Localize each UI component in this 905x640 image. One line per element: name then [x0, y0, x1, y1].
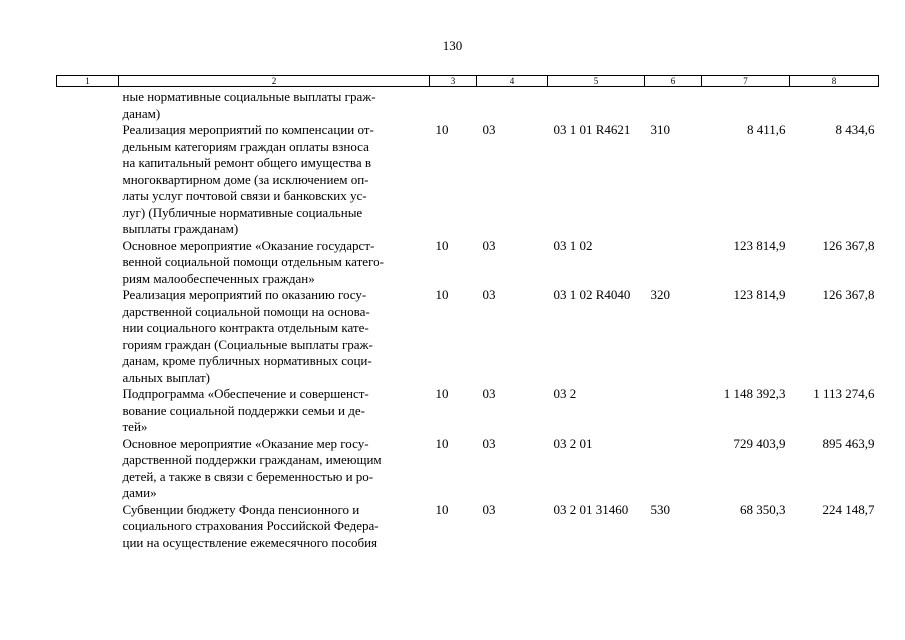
subsection-code-cell: 03 — [482, 237, 496, 253]
item-name-line: альных выплат) — [122, 369, 211, 385]
amount-year1-cell: 123 814,9 — [733, 287, 786, 302]
expense-type-cell — [645, 436, 702, 502]
table-row — [57, 436, 879, 502]
expense-type-cell: 310 — [650, 122, 670, 137]
column-number: 3 — [430, 76, 477, 87]
amount-year1-cell — [702, 87, 790, 123]
target-article-cell: 03 2 — [553, 386, 577, 401]
amount-year2-cell: 1 113 274,6 — [813, 386, 875, 401]
item-name-cell — [119, 287, 430, 386]
item-name-line: социального страхования Российской Федера- — [122, 518, 379, 533]
column-number: 7 — [702, 76, 790, 87]
table-row — [57, 87, 879, 123]
section-code-cell: 10 — [435, 122, 449, 137]
row-index-cell — [57, 238, 119, 288]
column-number: 2 — [119, 76, 430, 87]
item-name-line: луг) (Публичные нормативные социальные — [122, 204, 363, 220]
section-code-cell: 10 — [435, 287, 449, 302]
item-name-line: дарственной социальной помощи на основа- — [122, 303, 370, 319]
row-index-cell — [57, 122, 119, 238]
item-name-line: Субвенции бюджету Фонда пенсионного и — [122, 501, 360, 517]
row-index-cell — [57, 87, 119, 123]
column-number: 8 — [790, 76, 879, 87]
expense-type-cell: 530 — [650, 501, 670, 517]
item-name-line: многоквартирном доме (за исключением оп- — [122, 171, 369, 187]
item-name-line: выплаты гражданам) — [122, 221, 239, 236]
expense-type-cell — [645, 87, 702, 123]
item-name-line: дами» — [122, 485, 157, 500]
item-name-line: венной социальной помощи отдельным катего- — [122, 254, 384, 269]
item-name-cell — [119, 436, 430, 502]
amount-year1-cell: 8 411,6 — [746, 122, 786, 137]
column-number: 5 — [548, 76, 645, 87]
item-name-cell — [119, 87, 430, 123]
expense-type-cell: 320 — [650, 287, 670, 302]
item-name-line: данам) — [122, 105, 161, 121]
column-number-row — [57, 76, 879, 87]
item-name-cell — [119, 386, 430, 436]
item-name-line: Подпрограмма «Обеспечение и совершенст- — [122, 386, 369, 401]
item-name-line: тей» — [122, 419, 148, 434]
subsection-code-cell: 03 — [482, 501, 496, 517]
table-body — [57, 87, 879, 552]
subsection-code-cell: 03 — [482, 435, 496, 451]
amount-year2-cell: 126 367,8 — [822, 237, 875, 253]
table-row — [57, 386, 879, 436]
item-name-line: Основное мероприятие «Оказание мер госу- — [122, 435, 369, 451]
item-name-line: гориям граждан (Социальные выплаты граж- — [122, 336, 373, 352]
target-article-cell: 03 1 01 R4621 — [553, 122, 631, 137]
column-number: 6 — [645, 76, 702, 87]
subsection-code-cell: 03 — [482, 386, 496, 401]
row-index-cell — [57, 502, 119, 552]
budget-table — [56, 75, 879, 551]
amount-year2-cell: 224 148,7 — [822, 501, 875, 517]
section-code-cell — [430, 87, 477, 123]
item-name-line: дельным категориям граждан оплаты взноса — [122, 138, 369, 154]
target-article-cell: 03 1 02 R4040 — [553, 287, 631, 302]
item-name-line: Реализация мероприятий по компенсации от- — [122, 122, 374, 137]
amount-year2-cell: 895 463,9 — [822, 435, 875, 451]
section-code-cell: 10 — [435, 386, 449, 401]
table-row — [57, 502, 879, 552]
table-row — [57, 122, 879, 238]
row-index-cell — [57, 386, 119, 436]
target-article-cell: 03 2 01 31460 — [553, 501, 629, 517]
column-number: 4 — [477, 76, 548, 87]
subsection-code-cell: 03 — [482, 122, 496, 137]
item-name-line: ции на осуществление ежемесячного пособия — [122, 534, 378, 550]
section-code-cell: 10 — [435, 501, 449, 517]
column-number: 1 — [57, 76, 119, 87]
target-article-cell: 03 2 01 — [553, 435, 593, 451]
section-code-cell: 10 — [435, 237, 449, 253]
target-article-cell — [548, 87, 645, 123]
amount-year1-cell: 68 350,3 — [740, 501, 786, 517]
amount-year1-cell: 123 814,9 — [733, 237, 786, 253]
section-code-cell: 10 — [435, 435, 449, 451]
item-name-line: дарственной поддержки гражданам, имеющим — [122, 452, 382, 467]
row-index-cell — [57, 436, 119, 502]
amount-year1-cell: 1 148 392,3 — [723, 386, 786, 401]
item-name-line: риям малообеспеченных граждан» — [122, 270, 315, 286]
amount-year2-cell — [790, 87, 879, 123]
amount-year1-cell: 729 403,9 — [733, 435, 786, 451]
item-name-line: вование социальной поддержки семьи и де- — [122, 402, 365, 418]
item-name-line: детей, а также в связи с беременностью и ро- — [122, 468, 374, 484]
item-name-cell — [119, 238, 430, 288]
expense-type-cell — [645, 238, 702, 288]
expense-type-cell — [645, 386, 702, 436]
item-name-cell — [119, 122, 430, 238]
target-article-cell: 03 1 02 — [553, 237, 593, 253]
subsection-code-cell: 03 — [482, 287, 496, 302]
table-row — [57, 287, 879, 386]
item-name-line: на капитальный ремонт общего имущества в — [122, 155, 372, 170]
subsection-code-cell — [477, 87, 548, 123]
item-name-line: латы услуг почтовой связи и банковских ус- — [122, 188, 367, 203]
item-name-line: нии социального контракта отдельным кате- — [122, 320, 369, 335]
item-name-line: Основное мероприятие «Оказание государст- — [122, 237, 375, 253]
page-number: 130 — [442, 38, 463, 53]
item-name-line: ные нормативные социальные выплаты граж- — [122, 89, 376, 104]
table-row — [57, 238, 879, 288]
amount-year2-cell: 8 434,6 — [835, 122, 875, 137]
item-name-cell — [119, 502, 430, 552]
item-name-line: данам, кроме публичных нормативных соци- — [122, 353, 372, 368]
item-name-line: Реализация мероприятий по оказанию госу- — [122, 287, 367, 302]
amount-year2-cell: 126 367,8 — [822, 287, 875, 302]
row-index-cell — [57, 287, 119, 386]
